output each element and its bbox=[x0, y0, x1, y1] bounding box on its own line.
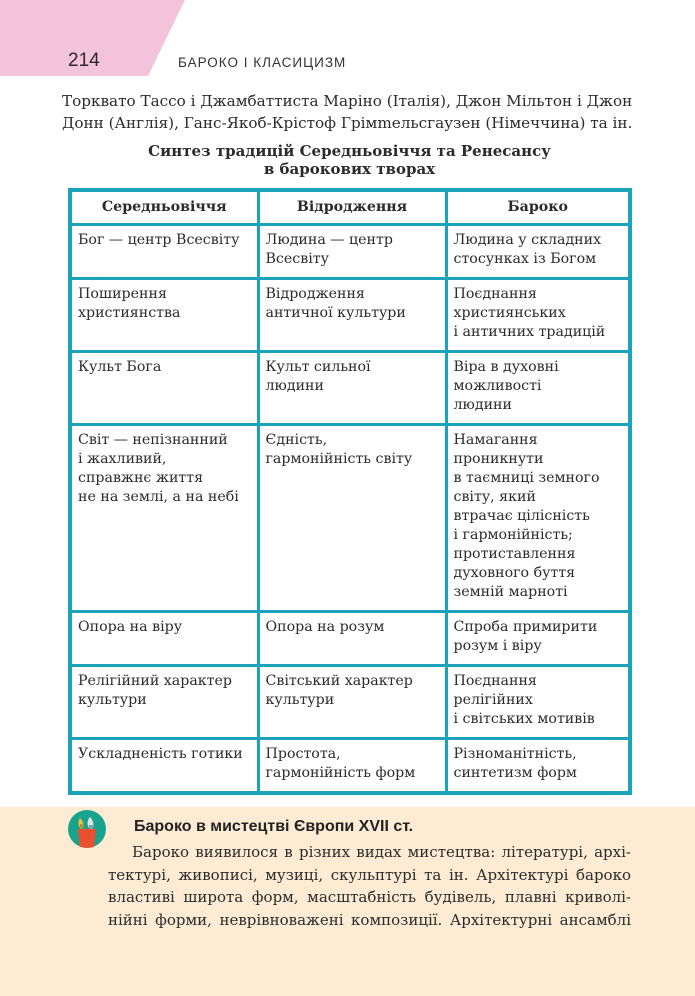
table-cell bbox=[258, 352, 446, 425]
art-box-paragraph bbox=[108, 841, 631, 931]
intro-paragraph bbox=[62, 90, 637, 134]
cell-text-line: Спроба примирити bbox=[453, 619, 598, 635]
table-header-row bbox=[70, 190, 630, 225]
cell-text-line: Опора на розум bbox=[265, 619, 385, 635]
cell-text-line: Культ Бога bbox=[78, 359, 162, 375]
table-cell bbox=[70, 225, 258, 279]
table-row bbox=[70, 739, 630, 794]
page-number: 214 bbox=[68, 50, 100, 71]
cell-text-line: проникнути bbox=[453, 451, 544, 467]
table-row bbox=[70, 666, 630, 739]
cell-text-line: Поєднання bbox=[453, 286, 537, 302]
art-box-line: Бароко виявилося в різних видах мистецтва: літературі, архі- bbox=[132, 843, 631, 861]
cell-text-line: Людина у складних bbox=[453, 232, 602, 248]
table-cell bbox=[70, 352, 258, 425]
cell-text-line: можливості bbox=[453, 378, 542, 394]
cell-text-line: культури bbox=[265, 692, 335, 708]
running-title: БАРОКО І КЛАСИЦИЗМ bbox=[178, 55, 347, 70]
cell-text-line: Поширення bbox=[78, 286, 167, 302]
table-row bbox=[70, 279, 630, 352]
intro-line: Донн (Англія), Ганс-Якоб-Крістоф Грімmельсгаузен (Німеччина) та ін. bbox=[62, 114, 633, 132]
table-cell bbox=[70, 739, 258, 794]
cell-text-line: Бог — центр Всесвіту bbox=[78, 232, 240, 248]
cell-text-line: християнських bbox=[453, 305, 566, 321]
art-brushes-icon bbox=[68, 810, 106, 848]
cell-text-line: протиставлення bbox=[453, 546, 576, 562]
cell-text-line: людини bbox=[265, 378, 324, 394]
table-title bbox=[62, 142, 637, 178]
intro-line: Торквато Тассо і Джамбаттиста Маріно (Італія), Джон Мільтон і Джон bbox=[62, 92, 633, 110]
table-row bbox=[70, 225, 630, 279]
table-cell bbox=[446, 279, 630, 352]
table-title-line: в барокових творах bbox=[263, 160, 436, 178]
cell-text-line: Намагання bbox=[453, 432, 538, 448]
table-cell bbox=[446, 612, 630, 666]
cell-text-line: античної культури bbox=[265, 305, 406, 321]
table-cell bbox=[446, 225, 630, 279]
cell-text-line: і античних традицій bbox=[453, 324, 606, 340]
table-cell bbox=[258, 225, 446, 279]
table-cell bbox=[258, 666, 446, 739]
table-cell bbox=[258, 279, 446, 352]
cell-text-line: гармонійність форм bbox=[265, 765, 416, 781]
cell-text-line: Відродження bbox=[265, 286, 365, 302]
cell-text-line: людини bbox=[453, 397, 512, 413]
table-cell bbox=[446, 666, 630, 739]
cell-text-line: Всесвіту bbox=[265, 251, 329, 267]
column-header: Бароко bbox=[446, 190, 630, 225]
table-cell bbox=[258, 425, 446, 612]
table-cell bbox=[446, 739, 630, 794]
table-row bbox=[70, 425, 630, 612]
cell-text-line: Релігійний характер bbox=[78, 673, 232, 689]
cell-text-line: не на землі, а на небі bbox=[78, 489, 239, 505]
cell-text-line: Ускладненість готики bbox=[78, 746, 243, 762]
cell-text-line: земній марноті bbox=[453, 584, 568, 600]
cell-text-line: Світ — непізнанний bbox=[78, 432, 228, 448]
cell-text-line: стосунках із Богом bbox=[453, 251, 597, 267]
cell-text-line: християнства bbox=[78, 305, 181, 321]
cell-text-line: гармонійність світу bbox=[265, 451, 413, 467]
cell-text-line: світу, який bbox=[453, 489, 536, 505]
cell-text-line: синтетизм форм bbox=[453, 765, 577, 781]
table-cell bbox=[70, 279, 258, 352]
cell-text-line: Простота, bbox=[265, 746, 341, 762]
table-row bbox=[70, 612, 630, 666]
cell-text-line: в таємниці земного bbox=[453, 470, 600, 486]
cell-text-line: Поєднання bbox=[453, 673, 537, 689]
column-header: Середньовіччя bbox=[70, 190, 258, 225]
cell-text-line: Єдність, bbox=[265, 432, 328, 448]
table-cell bbox=[70, 612, 258, 666]
table-cell bbox=[446, 352, 630, 425]
table-cell bbox=[70, 666, 258, 739]
cell-text-line: релігійних bbox=[453, 692, 533, 708]
cell-text-line: Людина — центр bbox=[265, 232, 393, 248]
table-cell bbox=[258, 612, 446, 666]
cell-text-line: і жахливий, bbox=[78, 451, 167, 467]
cell-text-line: Культ сильної bbox=[265, 359, 371, 375]
cell-text-line: Різноманітність, bbox=[453, 746, 577, 762]
cell-text-line: духовного буття bbox=[453, 565, 576, 581]
table-cell bbox=[446, 425, 630, 612]
table-row bbox=[70, 352, 630, 425]
cell-text-line: втрачає цілісність bbox=[453, 508, 590, 524]
table-cell bbox=[258, 739, 446, 794]
table-title-line: Синтез традицій Середньовіччя та Ренесансу bbox=[148, 142, 551, 160]
cell-text-line: і гармонійність; bbox=[453, 527, 573, 543]
table-cell bbox=[70, 425, 258, 612]
cell-text-line: Світський характер bbox=[265, 673, 413, 689]
art-box-title: Бароко в мистецтві Європи XVII ст. bbox=[134, 818, 414, 835]
cell-text-line: Віра в духовні bbox=[453, 359, 559, 375]
cell-text-line: культури bbox=[78, 692, 147, 708]
cell-text-line: Опора на віру bbox=[78, 619, 183, 635]
cell-text-line: розум і віру bbox=[453, 638, 542, 654]
art-box-line: властиві широта форм, масштабність будівель, плавні криволі- bbox=[108, 888, 631, 906]
synthesis-table bbox=[68, 188, 632, 795]
art-box-line: нійні форми, неврівноважені композиції. Архітектурні ансамблі bbox=[108, 910, 631, 929]
cell-text-line: і світських мотивів bbox=[453, 711, 595, 727]
cell-text-line: справжнє життя bbox=[78, 470, 204, 486]
art-box-line: тектурі, живописі, музиці, скульптурі та ін. Архітектурі бароко bbox=[108, 865, 631, 884]
column-header: Відродження bbox=[258, 190, 446, 225]
